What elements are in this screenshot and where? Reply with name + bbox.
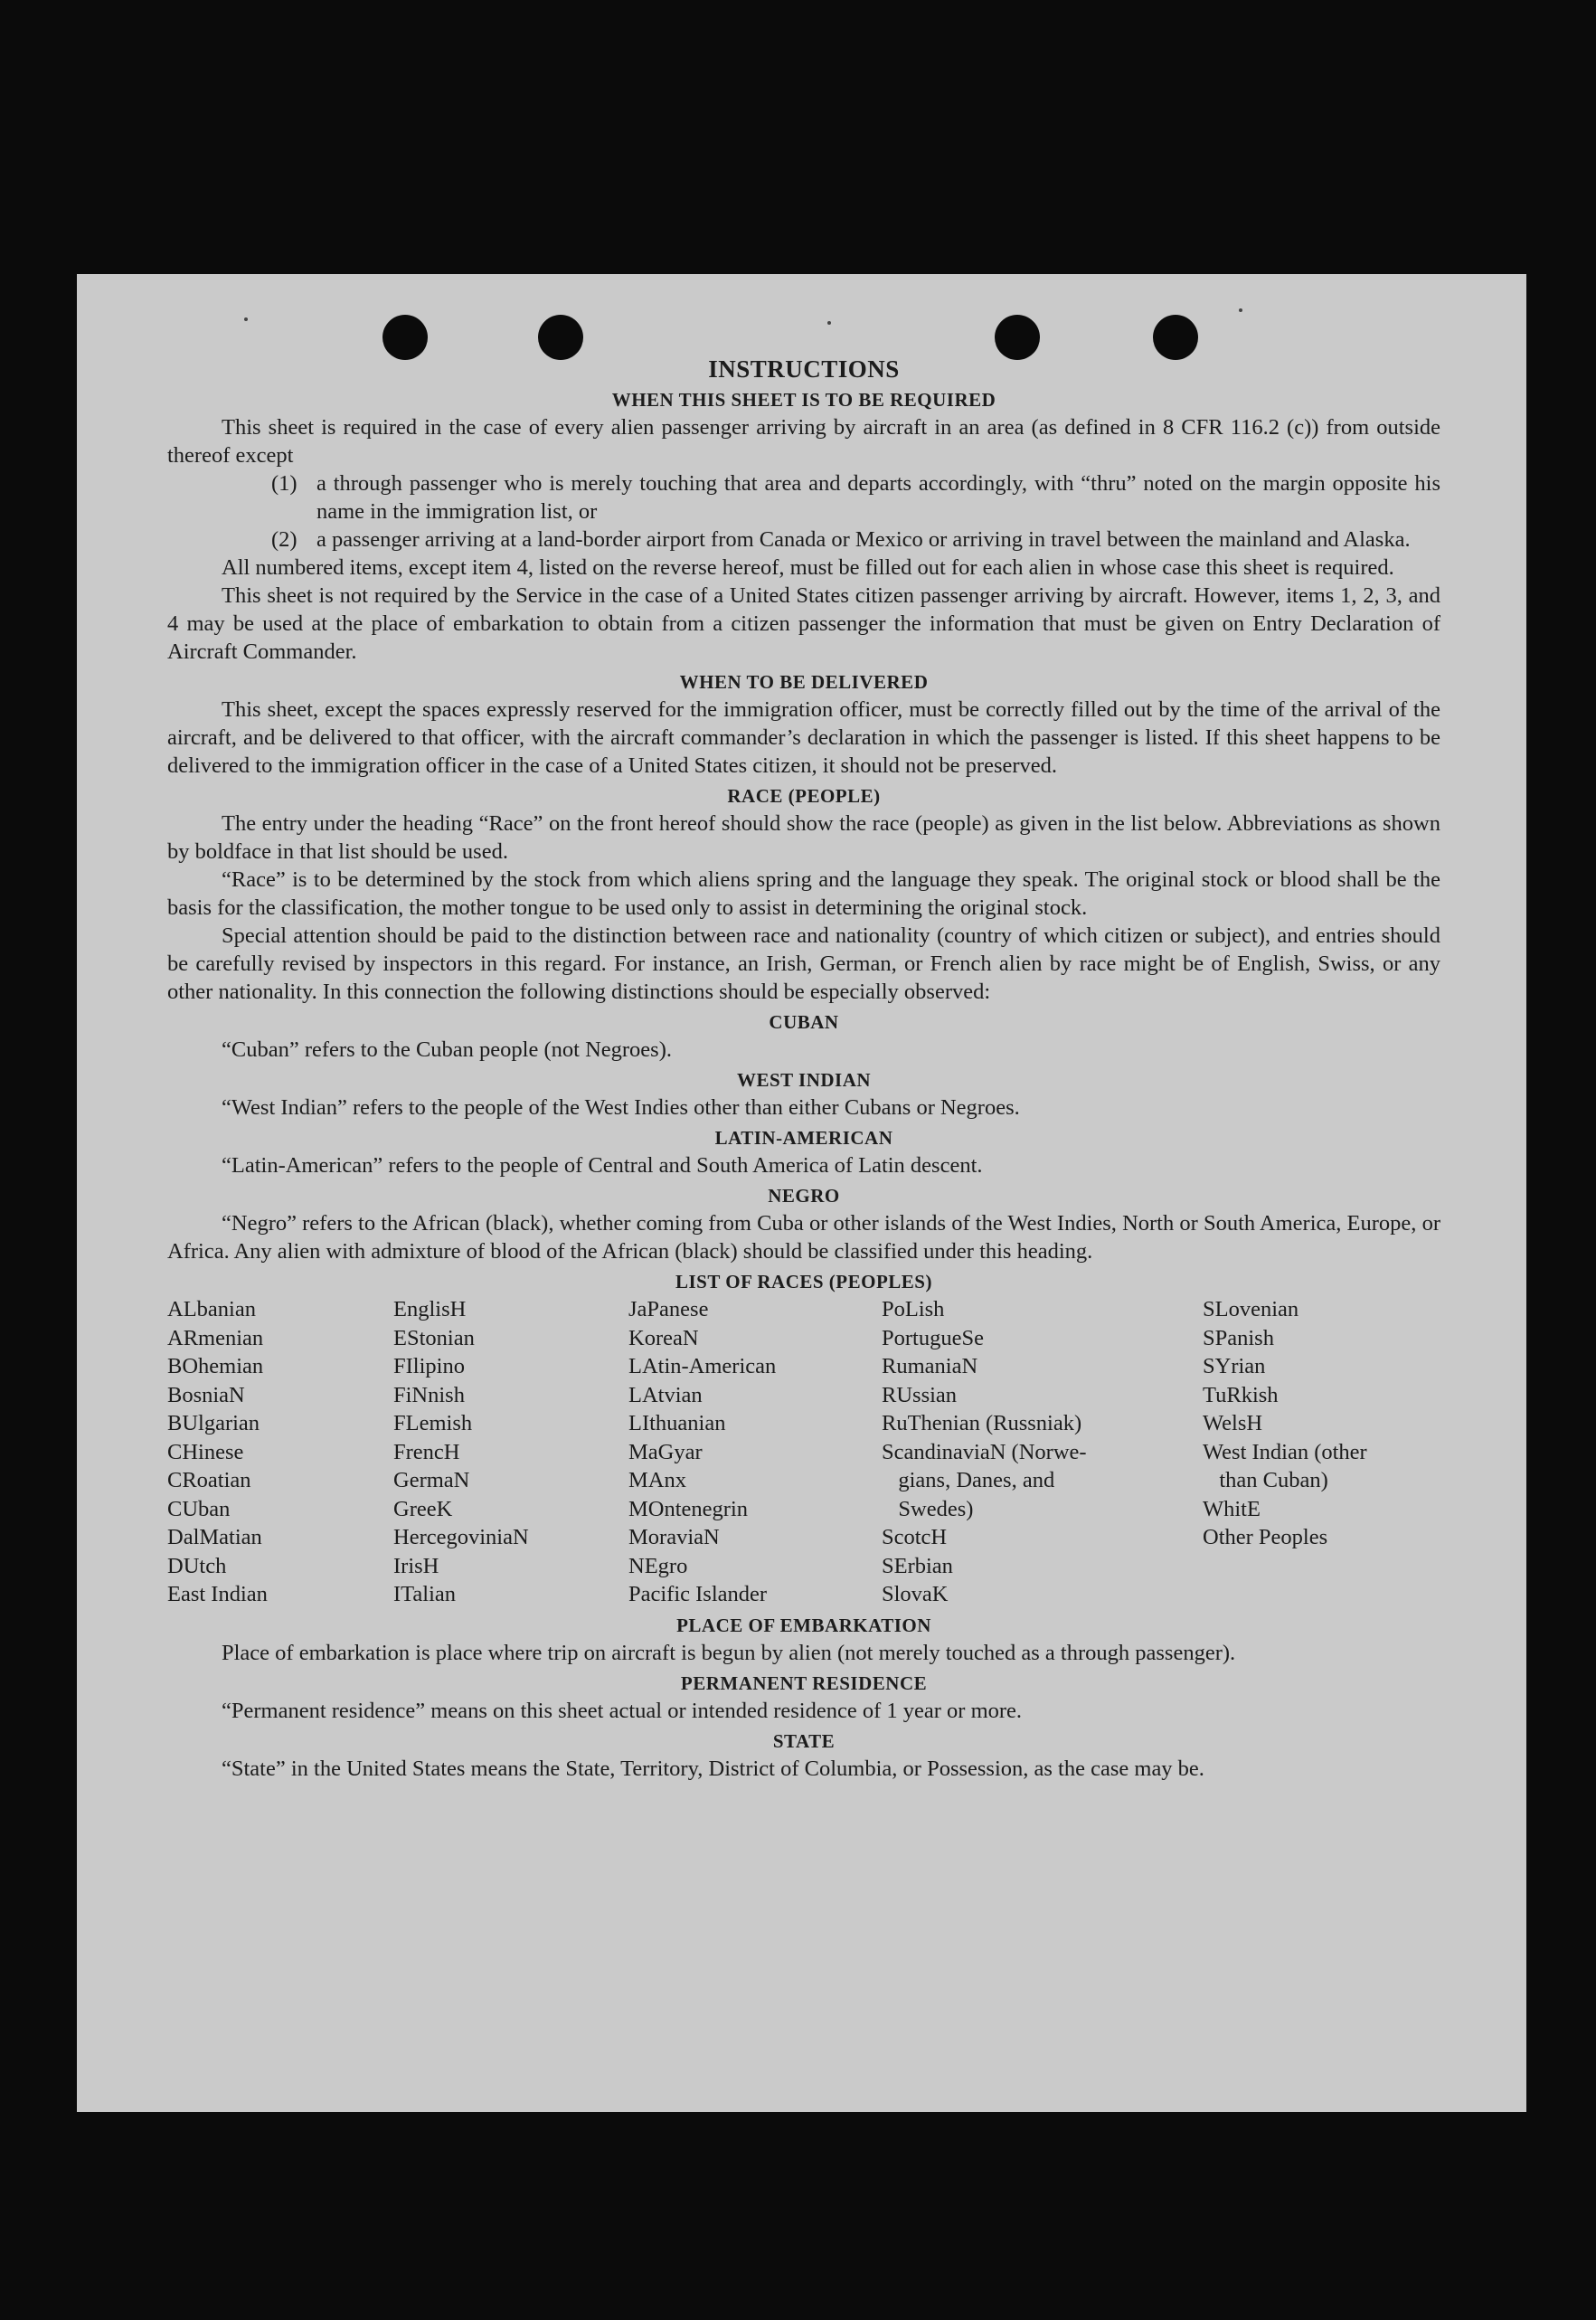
race-item: than Cuban) [1203,1468,1328,1492]
race-item: WhitE [1203,1496,1261,1521]
race-item: RUssian [882,1382,958,1407]
race-item: LAtvian [628,1382,703,1407]
paragraph: This sheet is not required by the Service in the case of a United States citizen passenger arriving by aircraft. However, items 1, 2, 3, and 4 may be used at the place of embarkation to obtain from a citizen passenger the information that must be given on Entry Declaration of Aircraft Commander. [167,583,1440,664]
paragraph: “Race” is to be determined by the stock from which aliens spring and the language they speak. The original stock or blood shall be the basis for the classification, the mother tongue to be used only to assist in determining the original stock. [167,867,1440,920]
race-item: RuThenian (Russniak) [882,1411,1082,1435]
race-item: CHinese [167,1439,244,1464]
race-item: ScandinaviaN (Norwe- [882,1439,1087,1464]
race-item: ITalian [393,1582,457,1606]
list-item [167,469,1440,526]
race-item: EStonian [393,1325,475,1350]
race-item: SLovenian [1203,1297,1299,1321]
race-item: ARmenian [167,1325,264,1350]
race-item: GermaN [393,1468,470,1492]
section-heading: RACE (PEOPLE) [727,785,881,807]
paragraph: Place of embarkation is place where trip on aircraft is begun by alien (not merely touched as a through passenger). [222,1640,1236,1665]
race-item: MaGyar [628,1439,703,1464]
race-item: FiNnish [393,1382,465,1407]
race-item: CRoatian [167,1468,251,1492]
paragraph: “Permanent residence” means on this sheet actual or intended residence of 1 year or more. [222,1698,1023,1723]
race-item: HercegoviniaN [393,1525,529,1549]
race-item: FrencH [393,1439,460,1464]
race-item: LIthuanian [628,1411,726,1435]
race-item: Other Peoples [1203,1525,1328,1549]
race-item: PortugueSe [882,1325,984,1350]
race-item: East Indian [167,1582,268,1606]
race-item: GreeK [393,1496,453,1521]
paragraph: All numbered items, except item 4, listed on the reverse hereof, must be filled out for each alien in whose case this sheet is required. [222,555,1394,580]
race-column [393,1295,628,1609]
speck [1239,308,1242,312]
section-heading: LIST OF RACES (PEOPLES) [675,1271,932,1293]
race-list [167,1295,1440,1609]
race-item: SPanish [1203,1325,1274,1350]
race-item: SYrian [1203,1354,1266,1378]
paragraph: “West Indian” refers to the people of the West Indies other than either Cubans or Negroes. [222,1095,1020,1120]
race-item: Pacific Islander [628,1582,768,1606]
race-item: SErbian [882,1553,953,1578]
punch-hole [538,315,583,360]
race-item: SlovaK [882,1582,949,1606]
paragraph: “Negro” refers to the African (black), whether coming from Cuba or other islands of the West Indies, North or South America, Europe, or Africa. Any alien with admixture of blood of the African (black) should be classified under this heading. [167,1211,1440,1264]
document-sheet [77,274,1526,2112]
section-heading: WEST INDIAN [736,1069,872,1091]
race-item: WelsH [1203,1411,1263,1435]
race-item: FIlipino [393,1354,465,1378]
paragraph: “Cuban” refers to the Cuban people (not Negroes). [222,1037,672,1062]
section-heading: LATIN-AMERICAN [714,1127,893,1149]
race-item: MOntenegrin [628,1496,748,1521]
race-item: PoLish [882,1297,945,1321]
section-heading: PERMANENT RESIDENCE [680,1671,928,1694]
race-item: BosniaN [167,1382,245,1407]
section-heading: WHEN TO BE DELIVERED [679,671,929,693]
speck [827,321,831,325]
punch-hole [1153,315,1198,360]
race-item: DUtch [167,1553,227,1578]
speck [244,317,248,321]
race-item: Swedes) [882,1496,974,1521]
section-heading: PLACE OF EMBARKATION [676,1614,931,1636]
item-text: a through passenger who is merely touching that area and departs accordingly, with “thru” noted on the margin opposite his name in the immigration list, or [316,471,1440,524]
race-item: EnglisH [393,1297,467,1321]
race-item: ALbanian [167,1297,256,1321]
item-number: (1) [271,471,297,496]
race-item: IrisH [393,1553,439,1578]
race-item: JaPanese [628,1297,709,1321]
section-heading: WHEN THIS SHEET IS TO BE REQUIRED [611,389,996,411]
race-item: NEgro [628,1553,688,1578]
race-item: CUban [167,1496,231,1521]
punch-hole [382,315,428,360]
race-item: MoraviaN [628,1525,720,1549]
section-heading: CUBAN [769,1011,839,1033]
race-item: BUlgarian [167,1411,260,1435]
punch-hole [995,315,1040,360]
race-item: ScotcH [882,1525,948,1549]
paragraph: This sheet is required in the case of every alien passenger arriving by aircraft in an area (as defined in 8 CFR 116.2 (c)) from outside thereof except [167,415,1440,468]
race-column [167,1295,393,1609]
race-column [628,1295,882,1609]
race-item: MAnx [628,1468,686,1492]
item-number: (2) [271,527,297,552]
race-item: FLemish [393,1411,473,1435]
page-title: INSTRUCTIONS [708,355,900,383]
paragraph: “Latin-American” refers to the people of Central and South America of Latin descent. [222,1153,983,1178]
race-item: TuRkish [1203,1382,1279,1407]
section-heading: STATE [772,1729,836,1752]
race-item: DalMatian [167,1525,262,1549]
race-item: West Indian (other [1203,1439,1367,1464]
item-text: a passenger arriving at a land-border airport from Canada or Mexico or arriving in travel between the mainland and Alaska. [316,527,1411,552]
paragraph: The entry under the heading “Race” on the front hereof should show the race (people) as given in the list below. Abbreviations as shown by boldface in that list should be used. [167,811,1440,864]
section-heading: NEGRO [768,1185,840,1207]
paragraph: This sheet, except the spaces expressly reserved for the immigration officer, must be correctly filled out by the time of the arrival of the aircraft, and be delivered to that officer, with the aircraft commander’s declaration in which the passenger is listed. If this sheet happens to be delivered to the immigration officer in the case of a United States citizen, it should not be preserved. [167,697,1440,778]
race-item: KoreaN [628,1325,699,1350]
race-item: BOhemian [167,1354,264,1378]
race-item: RumaniaN [882,1354,978,1378]
paragraph: Special attention should be paid to the distinction between race and nationality (country of which citizen or subject), and entries should be carefully revised by inspectors in this regard. For instance, an Irish, German, or French alien by race might be of English, Swiss, or any other nationality. In this connection the following distinctions should be especially observed: [167,923,1440,1004]
list-item [167,526,1440,554]
race-item: LAtin-American [628,1354,777,1378]
paragraph: “State” in the United States means the State, Territory, District of Columbia, or Possession, as the case may be. [222,1756,1204,1781]
race-item: gians, Danes, and [882,1468,1055,1492]
race-column [882,1295,1203,1609]
race-column [1203,1295,1438,1609]
